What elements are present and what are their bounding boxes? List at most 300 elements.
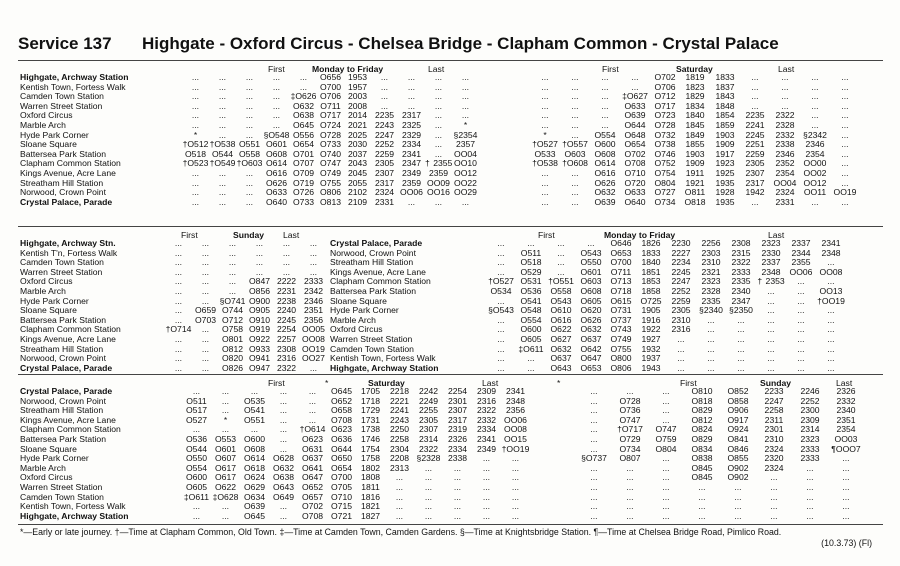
time-cell: OO02 [803,167,827,178]
time-cell: 2314 [418,433,439,444]
column-heading: First [268,64,285,74]
time-cell: ... [806,472,814,483]
time-cell: 2334 [476,424,497,435]
time-cell: 1935 [715,177,735,188]
time-cell: O902 [727,472,749,483]
time-cell: ... [827,353,835,364]
time-cell: ... [272,110,281,121]
time-cell: 2316 [276,353,297,364]
time-cell: ... [842,453,850,464]
time-cell: ... [626,472,634,483]
time-cell: 2317 [401,110,422,121]
time-cell: 2322 [775,110,795,121]
time-cell: ... [380,81,389,92]
time-cell: ... [806,510,814,521]
time-cell: ... [811,100,819,111]
time-cell: O543 [550,295,572,306]
time-cell: O718 [610,285,632,296]
time-cell: ... [751,91,759,102]
station-name: Camden Town Station [330,344,414,354]
time-cell: O632 [272,462,295,473]
time-cell: O654 [624,139,646,150]
time-cell: O726 [292,187,315,198]
time-cell: ... [707,353,715,364]
time-cell: ... [461,81,470,92]
time-cell: ... [279,395,288,406]
time-cell: ... [541,196,549,207]
time-cell: O755 [610,343,632,354]
time-cell: O841 [727,433,749,444]
time-cell: O746 [654,148,676,159]
time-cell: †O512 [182,139,209,150]
time-cell: ... [191,72,200,82]
time-cell: ... [245,196,254,207]
time-cell: O652 [301,481,324,492]
time-cell: ... [601,110,609,121]
station-name: Hyde Park Corner [330,306,399,316]
time-cell: ... [461,91,470,102]
time-cell: O807 [619,453,641,464]
station-name: Oxford Circus [20,473,73,483]
time-cell: ... [407,81,416,92]
time-cell: ... [770,491,778,502]
time-cell: O731 [610,305,632,316]
time-cell: 1802 [360,462,381,473]
time-cell: ... [434,196,443,207]
time-cell: ... [811,110,819,121]
time-cell: ... [626,501,634,512]
time-cell: ... [218,119,227,130]
time-cell: O617 [214,472,237,483]
time-cell: ... [707,324,715,335]
time-column [800,73,830,207]
time-cell: O536 [520,285,542,296]
time-cell: 2109 [347,196,368,207]
time-cell: 2045 [347,167,368,178]
time-cell: ... [797,285,805,296]
time-cell: ... [218,167,227,178]
time-cell: O553 [214,433,237,444]
time-cell: 2347 [731,295,751,306]
time-cell: ... [395,491,404,502]
time-cell: OO08 [302,333,325,344]
time-cell: 2354 [836,424,856,435]
time-cell: O813 [319,196,342,207]
time-cell: O631 [301,443,324,454]
time-cell: ... [201,295,210,306]
time-cell: 2340 [836,405,856,416]
time-column [680,73,710,207]
time-cell: O616 [594,167,616,178]
time-cell: ... [767,324,775,335]
time-cell: 1705 [360,386,381,396]
time-cell: O806 [319,187,342,198]
time-cell: O749 [610,333,632,344]
time-cell: ... [662,386,670,396]
time-cell: O740 [319,148,342,159]
time-cell: O826 [221,362,244,373]
time-cell: 2003 [347,91,368,102]
time-cell: ... [201,333,210,344]
time-cell: ... [201,324,210,335]
time-cell: O643 [550,362,572,373]
time-cell: ... [380,72,389,82]
time-cell: 1845 [685,119,705,130]
time-cell: 1928 [715,187,735,198]
time-cell: ... [434,129,443,140]
time-cell: O733 [292,196,315,207]
time-cell: O618 [243,462,266,473]
time-cell: §O741 [219,295,246,306]
time-cell: ... [571,196,579,207]
time-column [830,73,860,207]
time-cell: OO05 [302,324,325,335]
time-cell: ... [631,81,639,92]
time-cell: O645 [243,510,266,521]
time-cell: O758 [221,324,244,335]
time-cell: O543 [580,247,602,258]
time-cell: O556 [292,129,315,140]
time-column [516,239,546,373]
time-cell: O628 [272,453,295,464]
time-cell: O711 [320,100,341,111]
time-cell: 1819 [685,72,705,82]
time-cell: ... [497,343,505,354]
time-cell: O518 [520,257,542,268]
time-cell: OO04 [773,177,797,188]
time-cell: O707 [292,158,315,169]
time-cell: 2310 [701,257,721,268]
time-cell: O638 [292,110,315,121]
time-column [710,73,740,207]
time-cell: O710 [330,491,353,502]
time-cell: ... [841,100,849,111]
station-name: Oxford Circus [330,325,383,335]
time-cell: ... [571,91,579,102]
time-cell: ... [497,238,505,248]
time-cell: 2021 [347,119,368,130]
time-cell: ... [497,266,505,277]
time-cell: 1829 [685,91,705,102]
time-cell: ... [461,100,470,111]
station-name: Marble Arch [20,286,66,296]
time-cell: ... [677,353,685,364]
time-cell: ... [309,266,318,277]
time-cell: O534 [490,285,512,296]
time-cell: O645 [330,386,353,396]
time-cell: 2341 [476,433,497,444]
station-name: Streatham Hill Station [20,344,104,354]
station-name: Marble Arch [330,315,376,325]
time-cell: †O538 [209,139,236,150]
time-cell: 1823 [685,81,705,92]
time-cell: O725 [640,295,662,306]
time-cell: ... [174,285,183,296]
footnote [20,527,880,548]
time-cell: 2333 [303,276,324,287]
time-column [786,239,816,373]
station-name: Sloane Square [20,306,77,316]
time-cell: OO06 [504,414,527,425]
time-cell: 2242 [418,386,439,396]
time-cell: 2322 [418,443,439,454]
time-cell: †O603 [236,158,263,169]
time-cell: 2247 [374,129,395,140]
time-cell: O614 [265,158,288,169]
time-cell: O550 [580,257,602,268]
time-cell: O728 [619,395,641,406]
time-column [590,73,620,207]
time-cell: ... [806,481,814,492]
time-cell: ... [191,177,200,188]
time-cell: 2328 [701,285,721,296]
time-column [720,387,756,521]
time-cell: 2043 [347,158,368,169]
time-cell: O600 [243,433,266,444]
time-cell: ... [453,481,462,492]
time-cell: ... [631,72,639,82]
time-cell: ... [841,110,849,121]
time-cell: ... [781,100,789,111]
time-cell: O702 [624,148,646,159]
time-cell: O600 [520,324,542,335]
time-cell: ... [707,314,715,325]
time-cell: 2326 [447,433,468,444]
time-cell: ... [511,472,520,483]
time-cell: ... [201,266,210,277]
time-cell: ... [255,266,264,277]
time-cell: 2323 [800,433,820,444]
time-cell: ... [827,305,835,316]
time-cell: 2351 [836,414,856,425]
time-cell: 2258 [764,405,784,416]
time-cell: 2331 [374,196,395,207]
time-cell: O654 [330,462,353,473]
time-cell: ... [601,72,609,82]
time-cell: ... [734,491,742,502]
time-cell: ... [590,424,598,435]
time-cell: ... [395,472,404,483]
time-cell: ... [309,238,318,248]
time-cell: O634 [243,491,266,502]
time-cell: O804 [655,443,677,454]
time-cell: ... [827,257,835,268]
column-heading: Saturday [676,64,713,74]
time-cell: 2334 [447,443,468,454]
time-cell: ... [797,314,805,325]
time-cell: 2218 [389,386,410,396]
time-cell: ... [228,257,237,268]
time-cell: ... [299,72,308,82]
time-cell: ... [677,362,685,373]
time-cell: ... [174,238,183,248]
time-cell: O551 [243,414,266,425]
time-cell: O941 [248,353,271,364]
time-cell: 2315 [731,247,751,258]
station-name: Crystal Palace, Parade [20,363,113,373]
column-heading: Last [283,230,300,240]
time-cell: O518 [184,148,207,159]
time-cell: O639 [594,196,616,207]
time-cell: O709 [292,167,315,178]
time-cell: 2333 [800,453,820,464]
time-cell: O600 [594,139,616,150]
time-cell: ... [797,276,805,287]
time-cell: O845 [691,462,713,473]
time-cell: ... [272,119,281,130]
time-cell: ... [174,333,183,344]
time-cell: 1746 [360,433,381,444]
time-cell: O846 [727,443,749,454]
time-cell: ... [751,100,759,111]
time-cell: 1921 [685,177,705,188]
time-cell: 1858 [641,285,661,296]
time-cell: O626 [265,177,288,188]
time-cell: 2349 [476,443,497,454]
time-cell: O511 [520,247,542,258]
time-cell: ... [737,324,745,335]
time-cell: O713 [610,276,632,287]
time-cell: ... [511,481,520,492]
time-cell: 2316 [671,324,691,335]
time-cell: 2341 [821,238,841,248]
time-cell: ... [308,395,317,406]
time-cell: 2256 [701,238,721,248]
time-cell: O727 [654,187,676,198]
time-column [828,387,864,521]
time-cell: O818 [691,395,713,406]
time-cell: ... [571,81,579,92]
time-cell: †O551 [548,276,574,287]
time-cell: ... [201,285,210,296]
time-cell: O721 [330,510,353,521]
station-name: Clapham Common Station [330,277,431,287]
station-name: Camden Town Station [20,92,104,102]
time-cell: ... [626,510,634,521]
time-cell: §O548 [263,129,290,140]
time-cell: O608 [580,285,602,296]
time-cell: ... [571,119,579,130]
time-cell: O605 [185,481,208,492]
time-cell: ... [734,510,742,521]
time-cell: 2356 [505,405,526,416]
time-cell: O829 [691,405,713,416]
time-cell: O656 [319,72,342,82]
time-cell: ... [497,314,505,325]
time-cell: O712 [654,91,676,102]
time-cell: O639 [624,110,646,121]
time-cell: 1854 [715,110,735,121]
time-cell: ... [698,491,706,502]
time-cell: O810 [691,386,713,396]
time-cell: ... [827,276,835,287]
time-cell: ... [827,343,835,354]
station-name: Battersea Park Station [20,434,106,444]
time-cell: 2221 [389,395,410,406]
time-cell: 2320 [764,453,784,464]
column-heading: First [538,230,555,240]
time-cell: O632 [550,343,572,354]
time-cell: 2037 [347,148,368,159]
time-column [620,73,650,207]
time-cell: 2316 [476,395,497,406]
time-cell: O548 [520,305,542,316]
column-heading: Sunday [233,230,265,240]
time-cell: ... [737,314,745,325]
time-cell: ... [191,187,200,198]
time-cell: O804 [654,177,676,188]
station-name: Crystal Palace, Parade [330,239,423,248]
time-cell: ... [192,510,201,521]
time-cell: ... [407,100,416,111]
time-cell: O933 [248,343,271,354]
time-cell: O801 [221,333,244,344]
time-cell: OO12 [803,177,827,188]
time-cell: O617 [214,462,237,473]
time-cell: ... [781,81,789,92]
time-column [648,387,684,521]
time-cell: OO06 [789,266,813,277]
time-cell: ... [770,472,778,483]
time-cell: ... [737,343,745,354]
time-cell: O551 [238,139,261,150]
time-cell: O647 [301,472,324,483]
time-cell: O811 [684,187,706,198]
time-cell: 2008 [347,100,368,111]
station-name: Kings Avenue, Acre Lane [330,267,426,277]
time-cell: 2331 [775,196,795,207]
time-cell: ... [590,491,598,502]
time-cell: ... [770,510,778,521]
time-cell: ... [797,333,805,344]
time-cell: ... [453,501,462,512]
time-cell: 2254 [276,324,297,335]
station-name: Camden Town Station [20,258,104,268]
time-cell: 2025 [347,129,368,140]
time-cell: 1851 [641,266,661,277]
time-cell: 2241 [745,119,765,130]
column-heading: Sunday [760,378,792,388]
time-cell: ... [461,72,470,82]
time-cell: 1738 [360,424,381,435]
time-cell: 2258 [389,433,410,444]
time-cell: ... [698,501,706,512]
time-cell: O910 [248,314,271,325]
time-cell: 2340 [731,285,751,296]
time-cell: ... [308,405,317,416]
time-cell: ... [174,266,183,277]
time-cell: ... [601,119,609,130]
station-name: Warren Street Station [20,101,103,111]
time-cell: ... [841,81,849,92]
time-cell: ... [482,453,491,464]
time-cell: 2208 [389,453,410,464]
station-name: Battersea Park Station [20,315,106,325]
time-cell: ... [527,353,535,364]
time-cell: ‡O628 [212,491,239,502]
time-cell: ... [218,187,227,198]
time-cell: O658 [330,405,353,416]
time-cell: ... [482,481,491,492]
time-cell: O919 [248,324,271,335]
time-cell: ... [434,148,443,159]
time-cell: 1731 [360,414,381,425]
time-cell: 2240 [276,305,297,316]
time-cell: 2235 [374,110,395,121]
time-cell: O728 [319,129,342,140]
time-cell: O705 [330,481,353,492]
column-heading: Last [836,378,853,388]
